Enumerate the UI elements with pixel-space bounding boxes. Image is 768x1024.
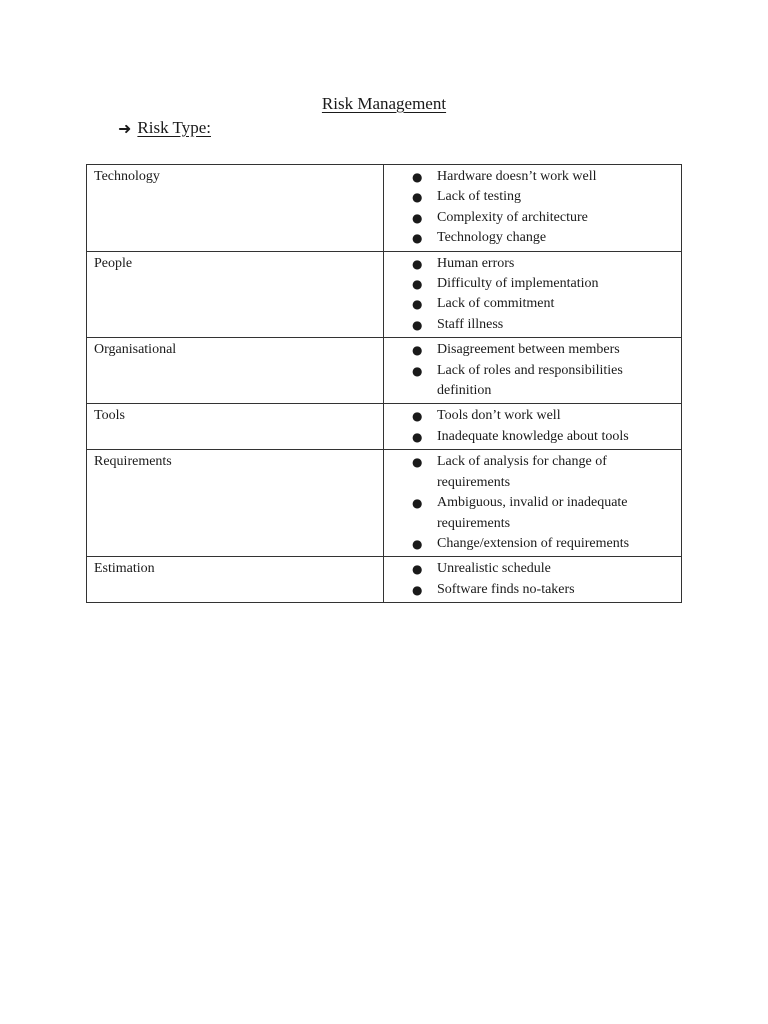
risk-type-table xyxy=(86,164,682,603)
risk-type-cell: Tools xyxy=(87,404,384,450)
table-row xyxy=(87,557,682,603)
bullet-icon: ● xyxy=(412,429,423,444)
list-item xyxy=(384,406,675,426)
list-item-text: Unrealistic schedule xyxy=(437,561,551,577)
list-item-text: Inadequate knowledge about tools xyxy=(437,428,629,444)
bullet-icon: ● xyxy=(412,363,423,378)
list-item-text: Software finds no-takers xyxy=(437,581,575,597)
list-item xyxy=(384,167,675,187)
list-item xyxy=(384,187,675,207)
risk-items-list xyxy=(384,559,675,600)
list-item-text: Lack of testing xyxy=(437,189,521,205)
list-item-text: Difficulty of implementation xyxy=(437,276,599,292)
list-item-text: Human errors xyxy=(437,255,515,271)
bullet-icon: ● xyxy=(412,190,423,205)
list-item-text: Complexity of architecture xyxy=(437,209,588,225)
list-item-text: Disagreement between members xyxy=(437,342,620,358)
risk-items-cell xyxy=(384,450,682,557)
bullet-icon: ● xyxy=(412,562,423,577)
list-item xyxy=(384,208,675,228)
risk-type-cell: Organisational xyxy=(87,338,384,404)
list-item-text: Lack of roles and responsibilities definition xyxy=(437,362,623,399)
right-arrow-icon: ➜ xyxy=(118,118,132,138)
risk-items-list xyxy=(384,340,675,401)
list-item xyxy=(384,254,675,274)
list-item xyxy=(384,274,675,294)
bullet-icon: ● xyxy=(412,256,423,271)
list-item-text: Hardware doesn’t work well xyxy=(437,169,597,184)
section-heading xyxy=(118,118,211,138)
bullet-icon: ● xyxy=(412,277,423,292)
table-row xyxy=(87,251,682,338)
risk-items-cell xyxy=(384,338,682,404)
list-item xyxy=(384,493,675,534)
risk-type-cell: People xyxy=(87,251,384,338)
risk-type-cell: Requirements xyxy=(87,450,384,557)
list-item-text: Change/extension of requirements xyxy=(437,535,630,551)
risk-items-cell xyxy=(384,557,682,603)
risk-items-list xyxy=(384,167,675,249)
risk-type-cell: Estimation xyxy=(87,557,384,603)
table-row xyxy=(87,338,682,404)
risk-items-list xyxy=(384,406,675,447)
risk-items-cell xyxy=(384,404,682,450)
list-item xyxy=(384,534,675,554)
bullet-icon: ● xyxy=(412,496,423,511)
bullet-icon: ● xyxy=(412,170,423,184)
risk-items-list xyxy=(384,254,675,336)
list-item xyxy=(384,559,675,579)
list-item-text: Lack of analysis for change of requirements xyxy=(437,454,607,490)
risk-items-cell xyxy=(384,251,682,338)
list-item xyxy=(384,361,675,402)
bullet-icon: ● xyxy=(412,317,423,332)
bullet-icon: ● xyxy=(412,297,423,312)
table-row xyxy=(87,450,682,557)
page-title: Risk Management xyxy=(321,94,447,113)
risk-items-cell xyxy=(384,165,682,252)
bullet-icon: ● xyxy=(412,210,423,225)
list-item xyxy=(384,452,675,493)
bullet-icon: ● xyxy=(412,455,423,470)
list-item-text: Technology change xyxy=(437,230,547,246)
list-item xyxy=(384,315,675,335)
list-item-text: Lack of commitment xyxy=(437,296,555,312)
list-item xyxy=(384,580,675,600)
bullet-icon: ● xyxy=(412,409,423,424)
table-row xyxy=(87,165,682,252)
bullet-icon: ● xyxy=(412,536,423,551)
list-item xyxy=(384,427,675,447)
bullet-icon: ● xyxy=(412,343,423,358)
list-item xyxy=(384,228,675,248)
risk-items-list xyxy=(384,452,675,554)
list-item-text: Staff illness xyxy=(437,316,504,332)
list-item-text: Tools don’t work well xyxy=(437,408,561,424)
list-item xyxy=(384,294,675,314)
table-row xyxy=(87,404,682,450)
section-heading-label: Risk Type: xyxy=(137,118,211,137)
risk-type-cell: Technology xyxy=(87,165,384,252)
bullet-icon: ● xyxy=(412,231,423,246)
list-item xyxy=(384,340,675,360)
bullet-icon: ● xyxy=(412,582,423,597)
list-item-text: Ambiguous, invalid or inadequate requirements xyxy=(437,495,628,531)
